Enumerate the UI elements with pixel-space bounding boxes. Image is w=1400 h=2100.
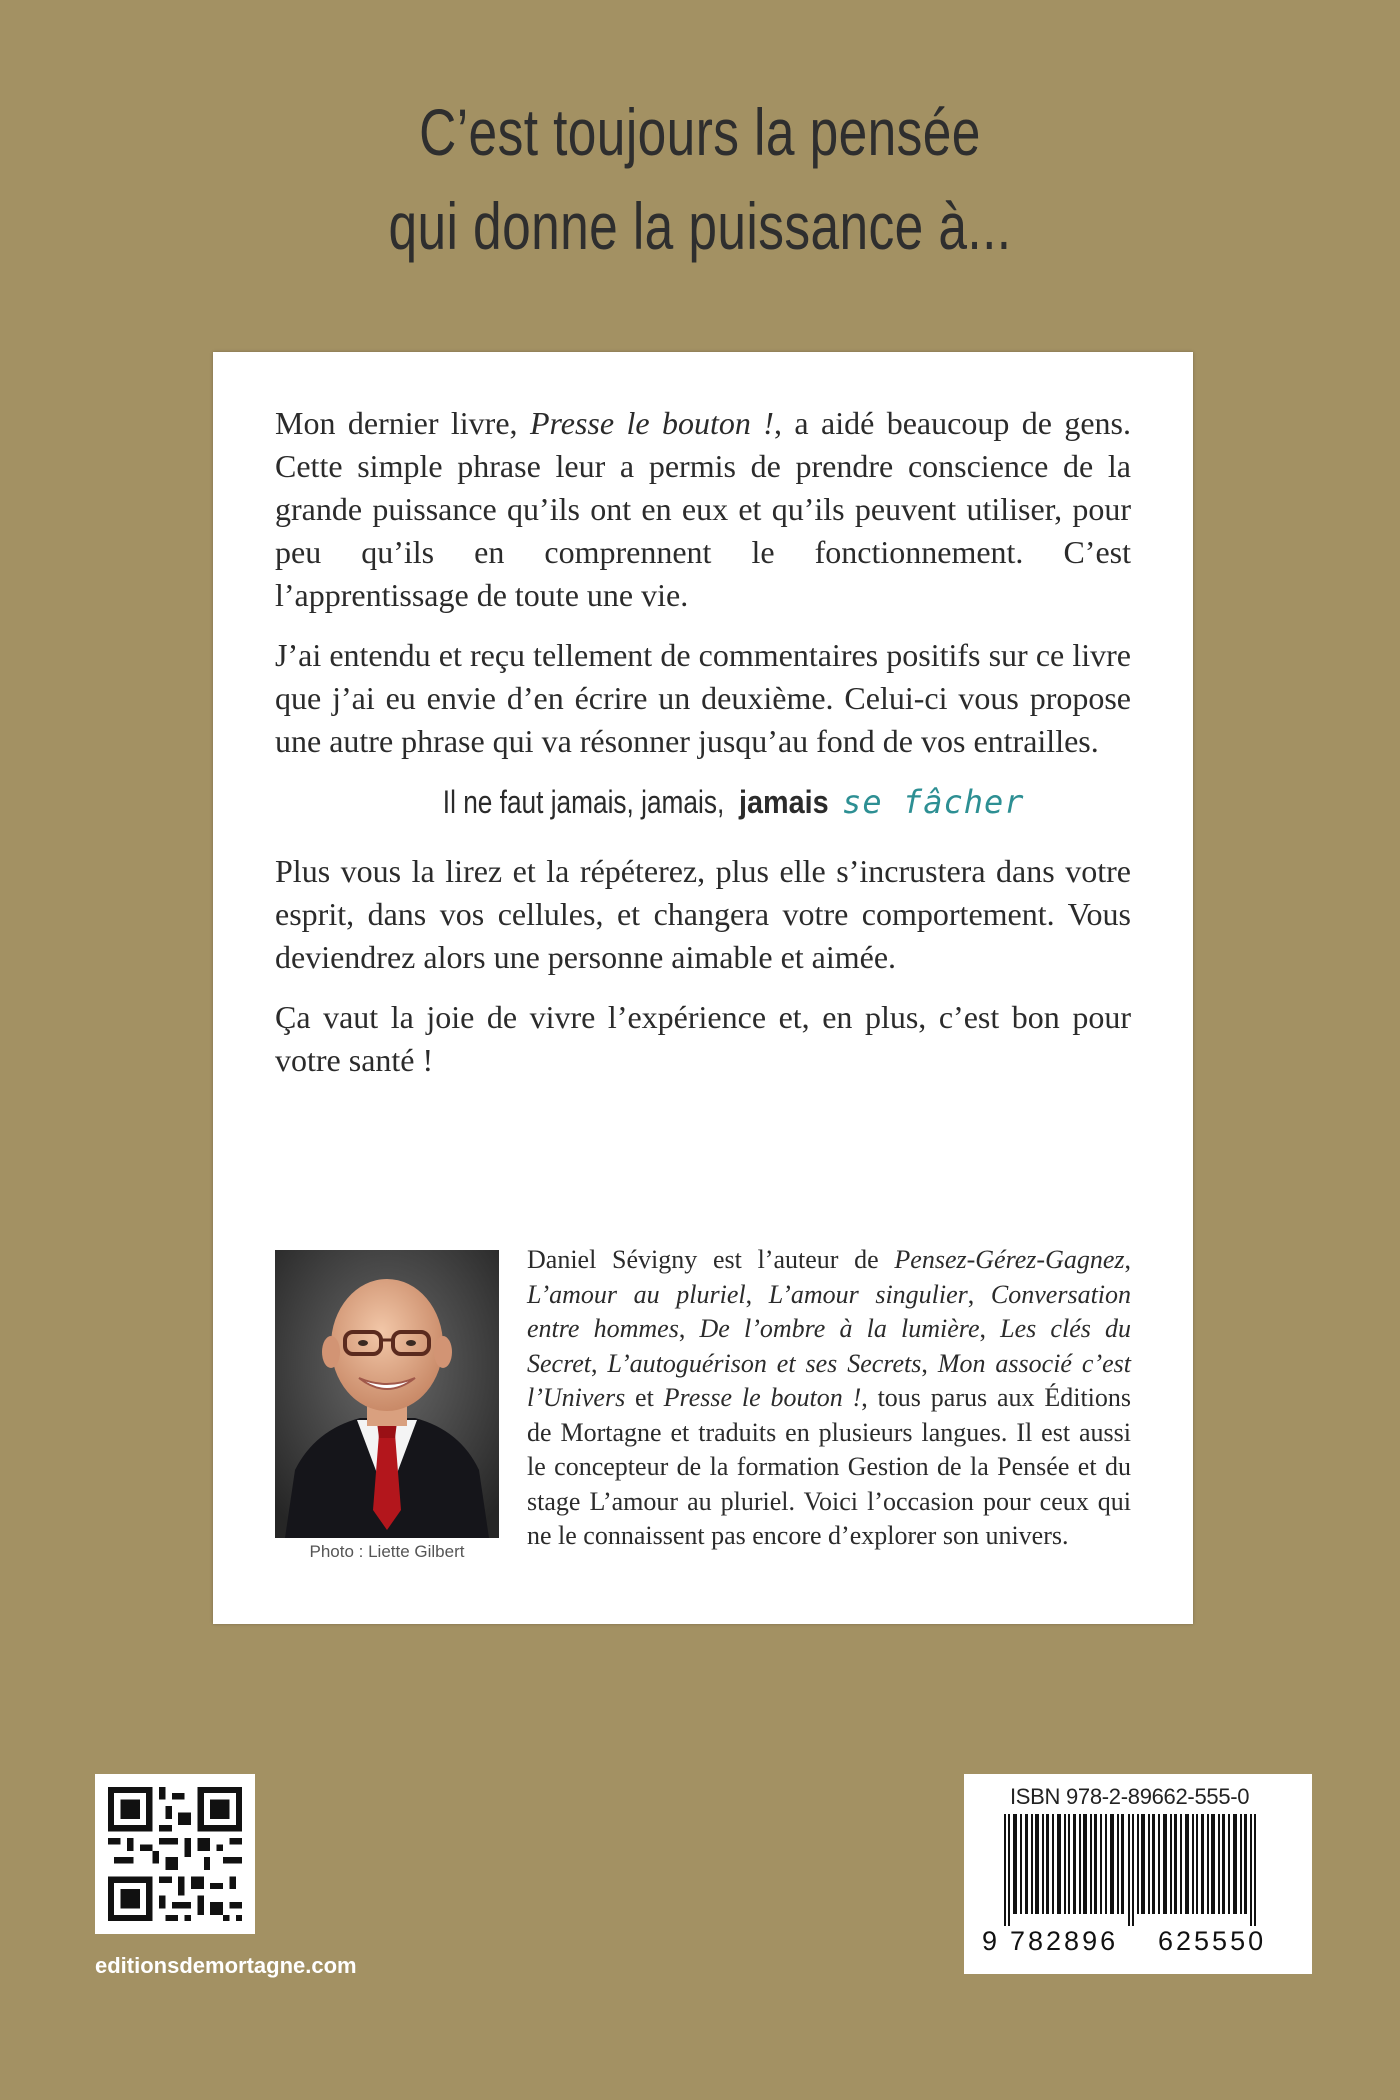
- headline-line-2: qui donne la puissance à...: [388, 189, 1012, 263]
- paragraph-4: Ça vaut la joie de vivre l’expérience et, en plus, c’est bon pour votre santé !: [275, 999, 1131, 1078]
- isbn: ISBN 978-2-89662-555-0: [1010, 1784, 1250, 1809]
- paragraph-2: J’ai entendu et reçu tellement de commentaires positifs sur ce livre que j’ai eu envie d’en écrire un deuxième. Celui-ci vous propose une autre phrase qui va résonner jusqu’au fond de vos entrailles.: [275, 637, 1131, 759]
- paragraph-1: Mon dernier livre, Presse le bouton !, a aidé beaucoup de gens. Cette simple phrase leur a permis de prendre conscience de la grande puissance qu’ils ont en eux et qu’ils peuvent utiliser, pour peu qu’ils en comprennent le fonctionnement. C’est l’apprentissage de toute une vie.: [275, 405, 1132, 613]
- text-card: [213, 352, 1193, 1624]
- photo-caption: Photo : Liette Gilbert: [309, 1542, 465, 1561]
- headline: [154, 85, 1246, 273]
- author-photo: [275, 1250, 499, 1538]
- qr-code: [95, 1774, 255, 1934]
- book-title: Presse le bouton !: [529, 405, 774, 441]
- paragraph-3: Plus vous la lirez et la répéterez, plus elle s’incrustera dans votre esprit, dans vos cellules, et changera votre comportement. Vous deviendrez alors une personne aimable et aimée.: [275, 853, 1131, 975]
- slogan-accent: se fâcher: [842, 783, 1025, 821]
- barcode-box: ISBN 978-2-89662-555-0 9 782896 625550: [964, 1774, 1312, 1974]
- barcode: [982, 1814, 1294, 1926]
- author-bio: Daniel Sévigny est l’auteur de Pensez-Gérez-Gagnez, L’amour au pluriel, L’amour singulier, Conversation entre hommes, De l’ombre à la lumière, Les clés du Secret, L’autoguérison et ses Secrets, Mon associé c’est l’Univers et Presse le bouton !, tous parus aux Éditions de Mortagne et traduits en plusieurs langues. Il est aussi le concepteur de la formation Gestion de la Pensée et du stage L’amour au pluriel. Voici l’occasion pour ceux qui ne le connaissent pas encore d’explorer son univers.: [527, 1245, 1132, 1550]
- publisher-website[interactable]: editionsdemortagne.com: [95, 1953, 357, 1978]
- slogan-emphasis: jamais: [738, 784, 829, 820]
- slogan: Il ne faut jamais, jamais, jamais se fâcher: [275, 780, 1131, 824]
- headline-line-1: C’est toujours la pensée: [419, 95, 981, 169]
- body-text: [275, 402, 1131, 1099]
